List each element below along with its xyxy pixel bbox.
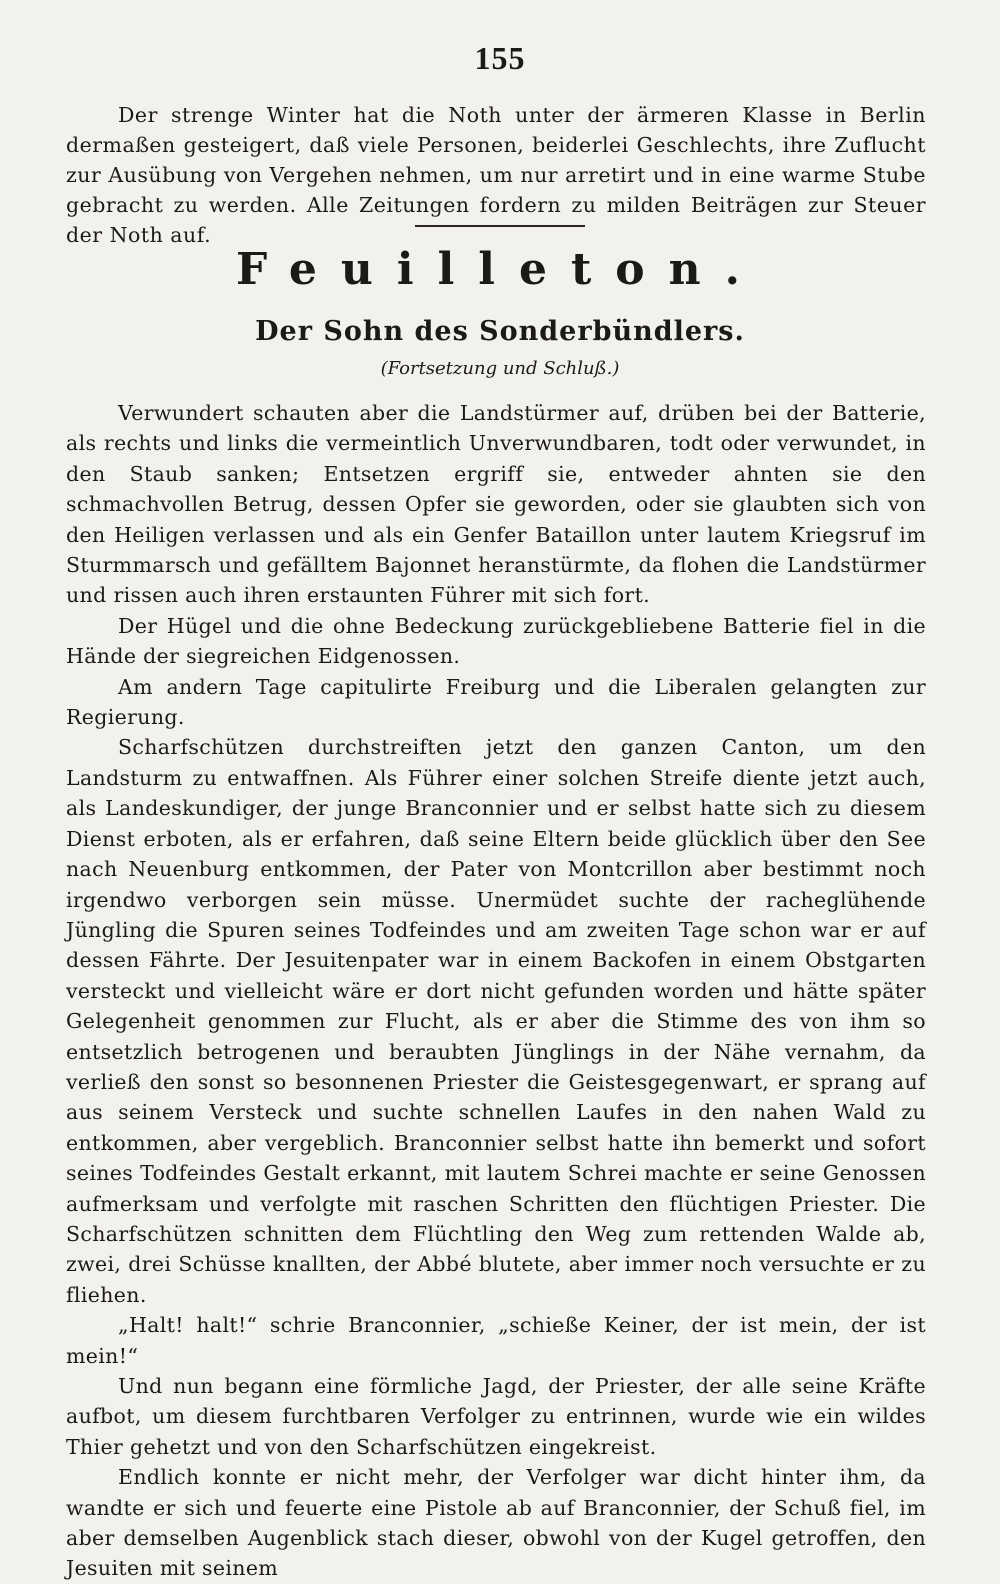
- article-title: Der Sohn des Sonderbündlers.: [255, 316, 745, 347]
- article-paragraph: Scharfschützen durchstreiften jetzt den ganzen Canton, um den Landsturm zu entwaffnen. Als Führer einer solchen Streife diente jetzt auch, als Landeskundiger, der junge Branconnier und er selbst hatte sich zu diesem Dienst erboten, als er erfahren, daß seine Eltern beide glücklich über den See nach Neuenburg entkommen, der Pater von Montcrillon aber bestimmt noch irgendwo verborgen sein müsse. Unermüdet suchte der racheglühende Jüngling die Spuren seines Todfeindes und am zweiten Tage schon war er auf dessen Fährte. Der Jesuitenpater war in einem Backofen in einem Obstgarten versteckt und vielleicht wäre er dort nicht gefunden worden und hätte später Gelegenheit genommen zur Flucht, als er aber die Stimme des von ihm so entsetzlich betrogenen und beraubten Jünglings in der Nähe vernahm, da verließ den sonst so besonnenen Priester die Geistesgegenwart, er sprang auf aus seinem Versteck und suchte schnellen Laufes in den nahen Wald zu entkommen, aber vergeblich. Branconnier selbst hatte ihn bemerkt und sofort seines Todfeindes Gestalt erkannt, mit lautem Schrei machte er seine Genossen aufmerksam und verfolgte mit raschen Schritten den flüchtigen Priester. Die Scharfschützen schnitten dem Flüchtling den Weg zum rettenden Walde ab, zwei, drei Schüsse knallten, der Abbé blutete, aber immer noch versuchte er zu fliehen.: [66, 735, 926, 1307]
- section-title: Feuilleton.: [236, 244, 764, 295]
- article-paragraph: Der Hügel und die ohne Bedeckung zurückgebliebene Batterie fiel in die Hände der siegreichen Eidgenossen.: [66, 613, 926, 669]
- page-number: 155: [474, 40, 526, 76]
- article-paragraph: Am andern Tage capitulirte Freiburg und die Liberalen gelangten zur Regierung.: [66, 674, 926, 730]
- article-paragraph: Verwundert schauten aber die Landstürmer auf, drüben bei der Batterie, als rechts und links die vermeintlich Unverwundbaren, todt oder verwundet, in den Staub sanken; Entsetzen ergriff sie, entweder ahnten sie den schmachvollen Betrug, dessen Opfer sie geworden, oder sie glaubten sich von den Heiligen verlassen und als ein Genfer Bataillon unter lautem Kriegsruf im Sturmmarsch und gefälltem Bajonnet heranstürmte, da flohen die Landstürmer und rissen auch ihren erstaunten Führer mit sich fort.: [66, 401, 926, 608]
- article-body: [66, 398, 926, 1584]
- article-paragraph: Und nun begann eine förmliche Jagd, der Priester, der alle seine Kräfte aufbot, um diesem furchtbaren Verfolger zu entrinnen, wurde wie ein wildes Thier gehetzt und von den Scharfschützen eingekreist.: [66, 1374, 926, 1459]
- section-divider: [415, 225, 585, 227]
- news-paragraph: Der strenge Winter hat die Noth unter der ärmeren Klasse in Berlin dermaßen gesteigert, daß viele Personen, beiderlei Geschlechts, ihre Zuflucht zur Ausübung von Vergehen nehmen, um nur arretirt und in eine warme Stube gebracht zu werden. Alle Zeitungen fordern zu milden Beiträgen zur Steuer der Noth auf.: [66, 103, 926, 247]
- article-paragraph: Endlich konnte er nicht mehr, der Verfolger war dicht hinter ihm, da wandte er sich und feuerte eine Pistole ab auf Branconnier, der Schuß fiel, im aber demselben Augenblick stach dieser, obwohl von der Kugel getroffen, den Jesuiten mit seinem: [66, 1465, 926, 1581]
- article-paragraph: „Halt! halt!“ schrie Branconnier, „schieße Keiner, der ist mein, der ist mein!“: [66, 1313, 926, 1368]
- news-item: [66, 100, 926, 250]
- article-subtitle: (Fortsetzung und Schluß.): [380, 358, 620, 379]
